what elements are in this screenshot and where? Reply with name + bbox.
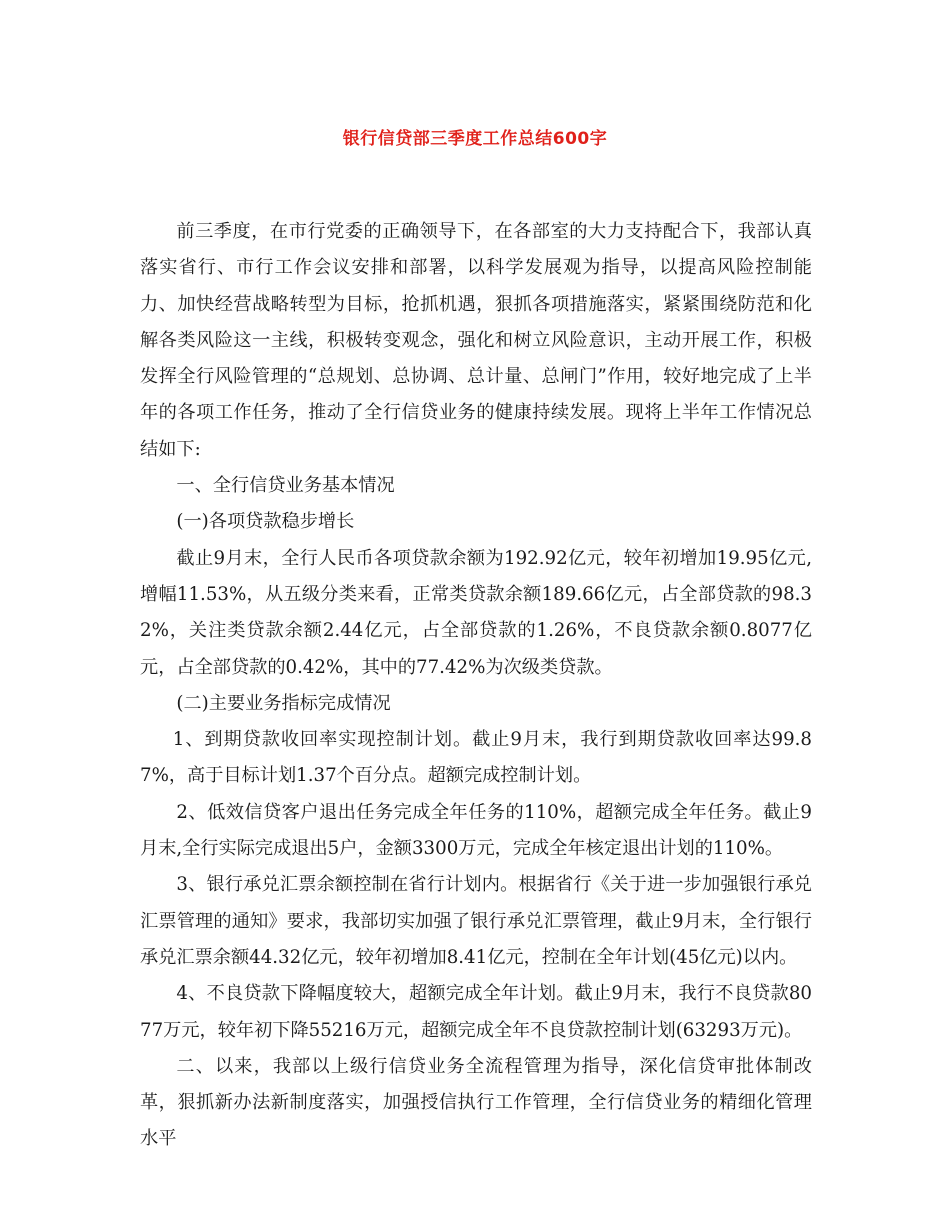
- list-item-3: 3、银行承兑汇票余额控制在省行计划内。根据省行《关于进一步加强银行承兑汇票管理的通知》要求，我部切实加强了银行承兑汇票管理，截止9月末，全行银行承兑汇票余额44.32亿元，较年初增加8.41亿元，控制在全年计划(45亿元)以内。: [140, 874, 812, 968]
- list-item-2: 2、低效信贷客户退出任务完成全年任务的110%，超额完成全年任务。截止9月末,全行实际完成退出5户，金额3300万元，完成全年核定退出计划的110%。: [140, 801, 812, 860]
- loan-balance-paragraph: 截止9月末，全行人民币各项贷款余额为192.92亿元，较年初增加19.95亿元,增幅11.53%，从五级分类来看，正常类贷款余额189.66亿元，占全部贷款的98.32%，关注类贷款余额2.44亿元，占全部贷款的1.26%，不良贷款余额0.8077亿元，占全部贷款的0.42%，其中的77.42%为次级类贷款。: [140, 547, 812, 678]
- subsection-heading-1: (一)各项贷款稳步增长: [176, 511, 355, 533]
- subsection-heading-2: (二)主要业务指标完成情况: [176, 692, 391, 714]
- document-title: 银行信贷部三季度工作总结600字: [342, 129, 608, 149]
- document-body: [140, 214, 812, 1158]
- intro-paragraph: 前三季度，在市行党委的正确领导下，在各部室的大力支持配合下，我部认真落实省行、市行工作会议安排和部署，以科学发展观为指导，以提高风险控制能力、加快经营战略转型为目标，抢抓机遇，狠抓各项措施落实，紧紧围绕防范和化解各类风险这一主线，积极转变观念，强化和树立风险意识，主动开展工作，积极发挥全行风险管理的“总规划、总协调、总计量、总闸门”作用，较好地完成了上半年的各项工作任务，推动了全行信贷业务的健康持续发展。现将上半年工作情况总结如下:: [140, 221, 812, 460]
- section-heading-1: 一、全行信贷业务基本情况: [176, 475, 395, 497]
- section-heading-2-paragraph: 二、以来，我部以上级行信贷业务全流程管理为指导，深化信贷审批体制改革，狠抓新办法新制度落实，加强授信执行工作管理，全行信贷业务的精细化管理水平: [140, 1055, 812, 1150]
- list-item-4: 4、不良贷款下降幅度较大，超额完成全年计划。截止9月末，我行不良贷款8077万元，较年初下降55216万元，超额完成全年不良贷款控制计划(63293万元)。: [140, 983, 812, 1041]
- list-item-1: 1、到期贷款收回率实现控制计划。截止9月末，我行到期贷款收回率达99.87%，高于目标计划1.37个百分点。超额完成控制计划。: [140, 729, 812, 787]
